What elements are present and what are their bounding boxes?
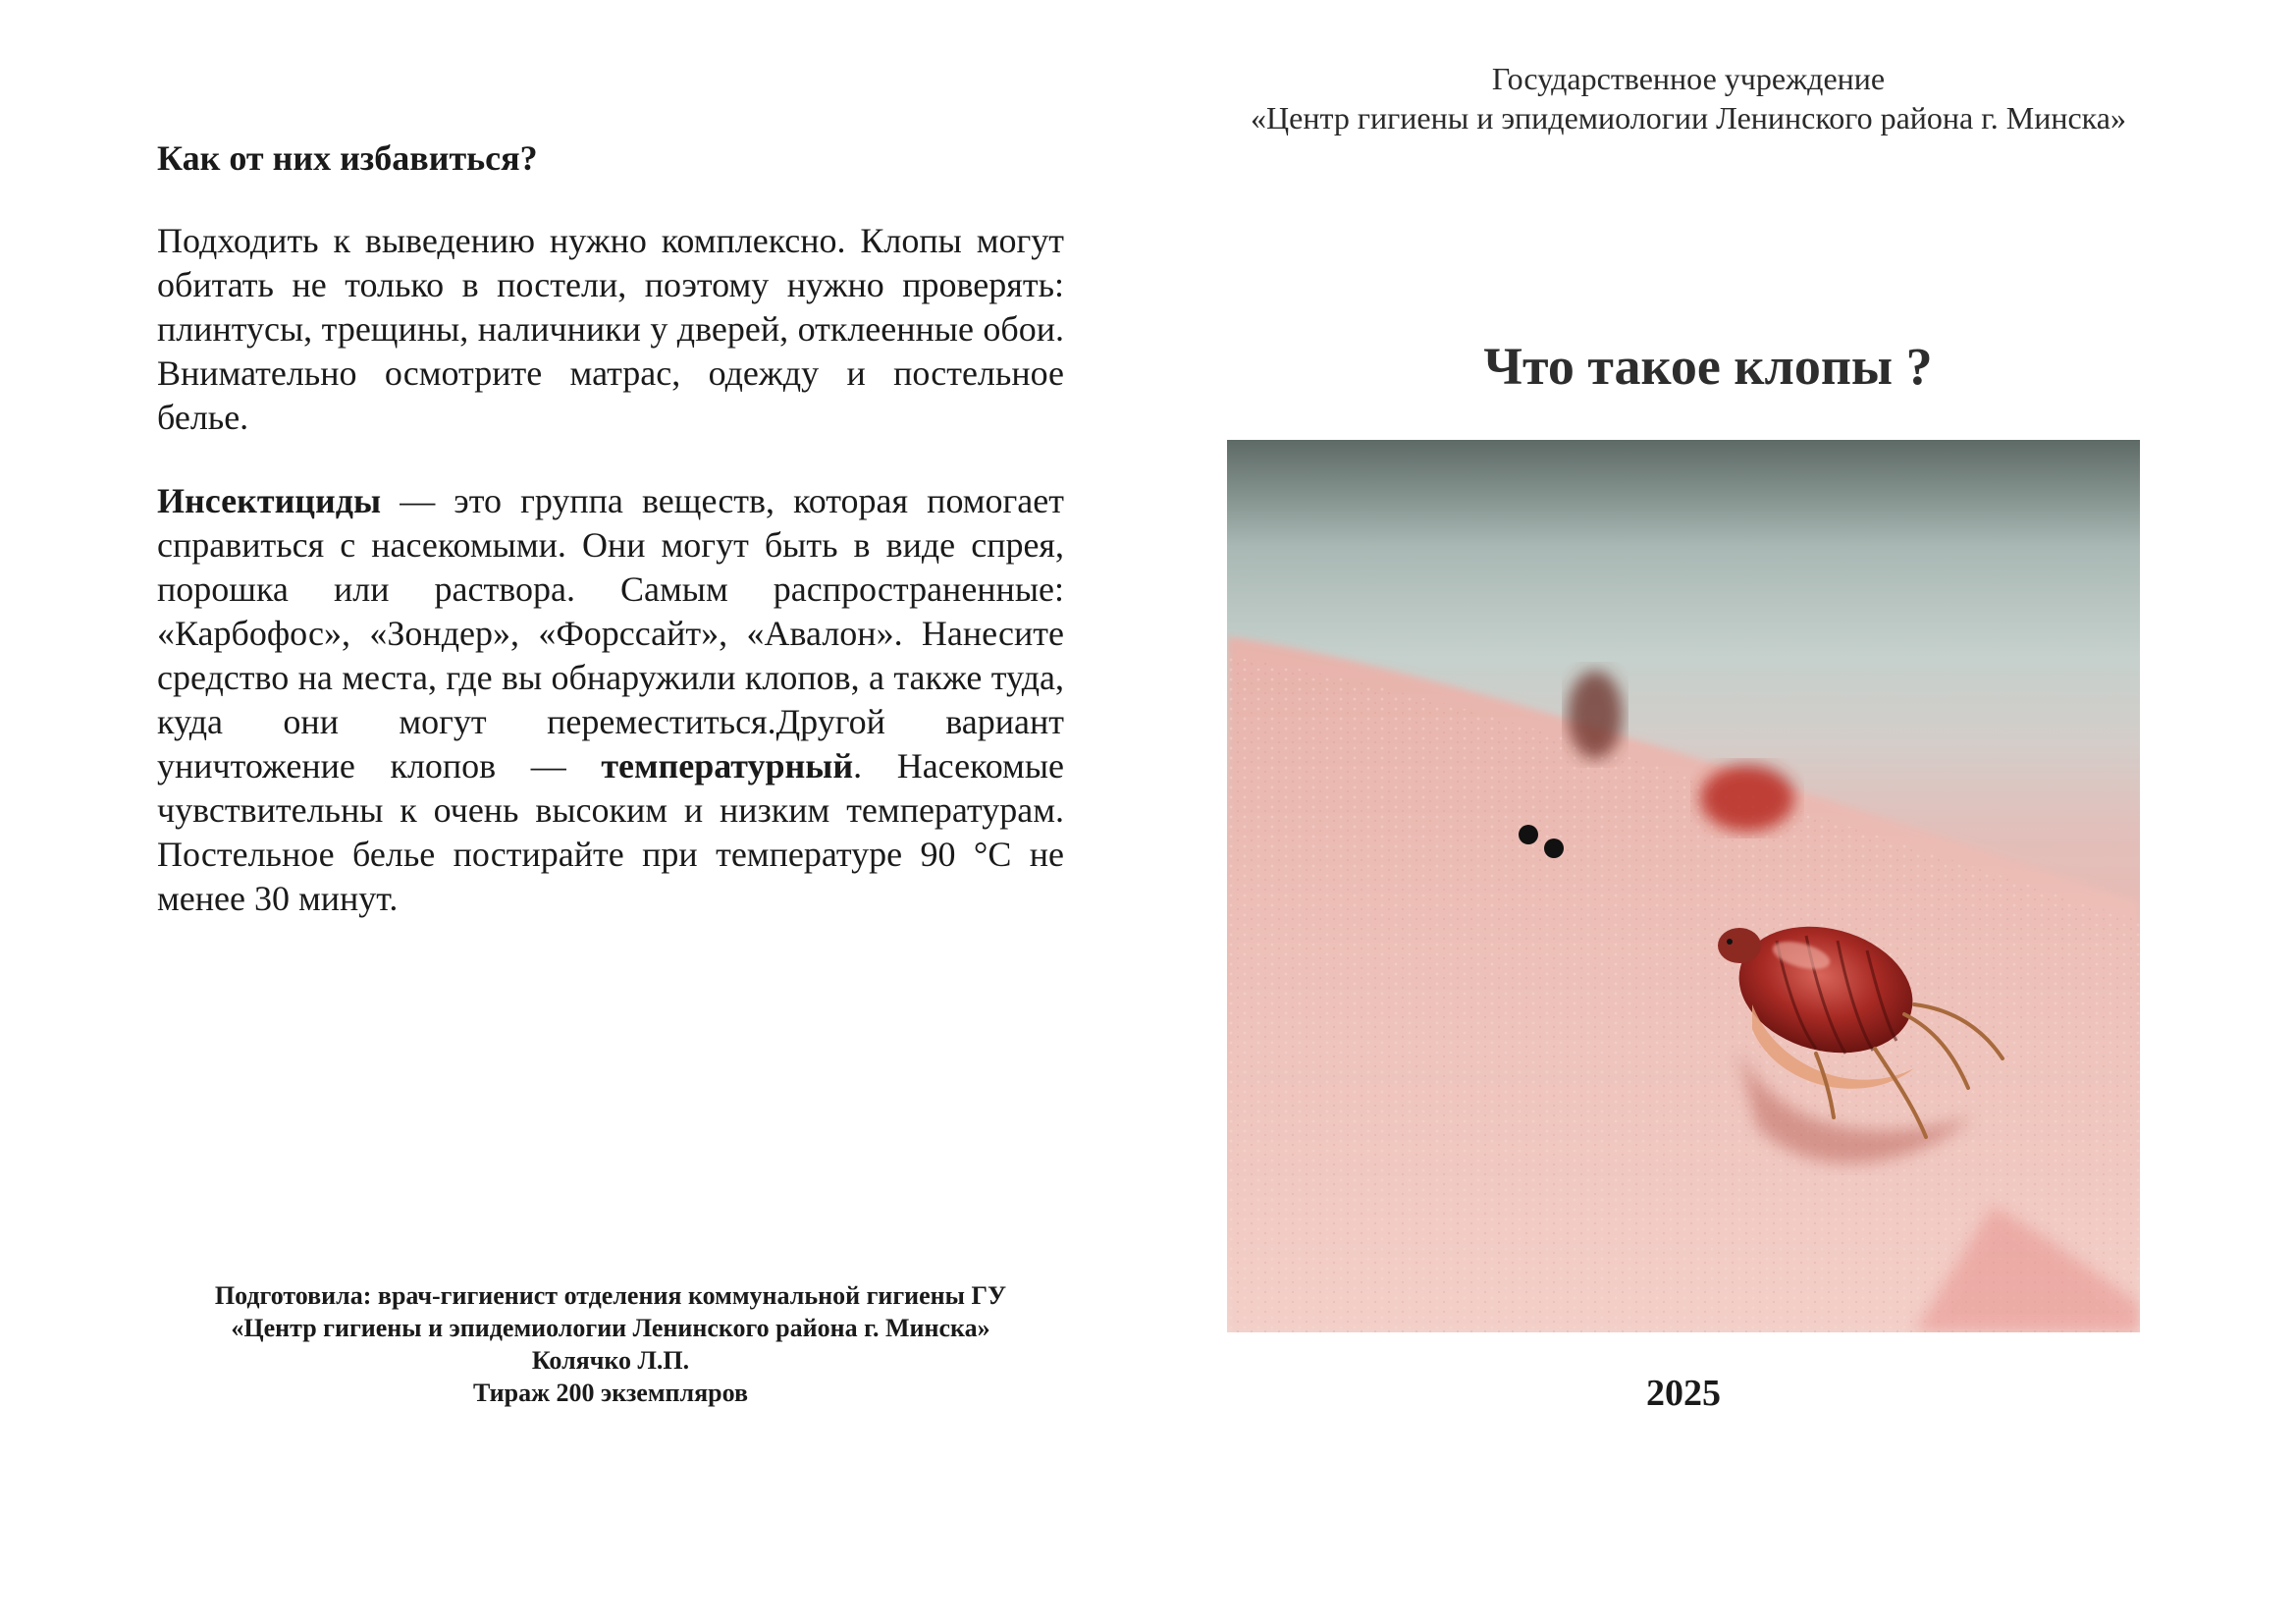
institution-header <box>1178 59 2199 137</box>
paragraph-insecticides <box>157 479 1064 921</box>
section-heading: Как от них избавиться? <box>157 138 538 178</box>
publication-year: 2025 <box>1646 1373 1721 1414</box>
institution-line-2: «Центр гигиены и эпидемиологии Ленинского района г. Минска» <box>1251 100 2126 135</box>
credits-line-name: Колячко Л.П. <box>531 1346 690 1375</box>
credits-line-print-run: Тираж 200 экземпляров <box>472 1379 749 1407</box>
paragraph-inspection: Подходить к выведению нужно комплексно. Клопы могут обитать не только в постели, поэтому нужно проверять: плинтусы, трещины, наличники у дверей, отклеенные обои. Внимательно осмотрите матрас, одежду и постельное белье. <box>157 221 1064 438</box>
dropping-2 <box>1544 839 1564 858</box>
blurred-bug-1 <box>1568 671 1623 759</box>
bug-head <box>1718 928 1761 963</box>
left-panel <box>157 137 1064 960</box>
bed-bug-photo <box>1227 440 2140 1332</box>
bug-antenna-dot <box>1727 939 1733 945</box>
dropping-1 <box>1519 825 1538 844</box>
paragraph-insecticides-text-a: — это группа веществ, которая помогает справиться с насекомыми. Они могут быть в виде спрея, порошка или раствора. Самым распространенные: «Карбофос», «Зондер», «Форссайт», «Авалон». Нанесите средство на места, где вы обнаружили клопов, а также туда, куда они могут переместиться.Другой вариант уничтожение клопов — <box>157 481 1064 786</box>
term-temperature: температурный <box>601 746 854 786</box>
paragraph-insecticides-text-b: . Насекомые чувствительны к очень высоким и низким температурам. Постельное белье постирайте при температуре 90 °C не менее 30 минут. <box>157 746 1065 919</box>
brochure-title: Что такое клопы ? <box>1483 337 1933 396</box>
institution-line-1: Государственное учреждение <box>1491 61 1886 96</box>
credits-line-institution: «Центр гигиены и эпидемиологии Ленинского района г. Минска» <box>231 1314 990 1342</box>
credits-block <box>157 1279 1064 1409</box>
bed-bug-illustration <box>1227 440 2140 1332</box>
blurred-bug-2 <box>1700 765 1794 832</box>
term-insecticides: Инсектициды <box>157 481 382 521</box>
credits-line-author: Подготовила: врач-гигиенист отделения коммунальной гигиены ГУ <box>214 1281 1007 1310</box>
